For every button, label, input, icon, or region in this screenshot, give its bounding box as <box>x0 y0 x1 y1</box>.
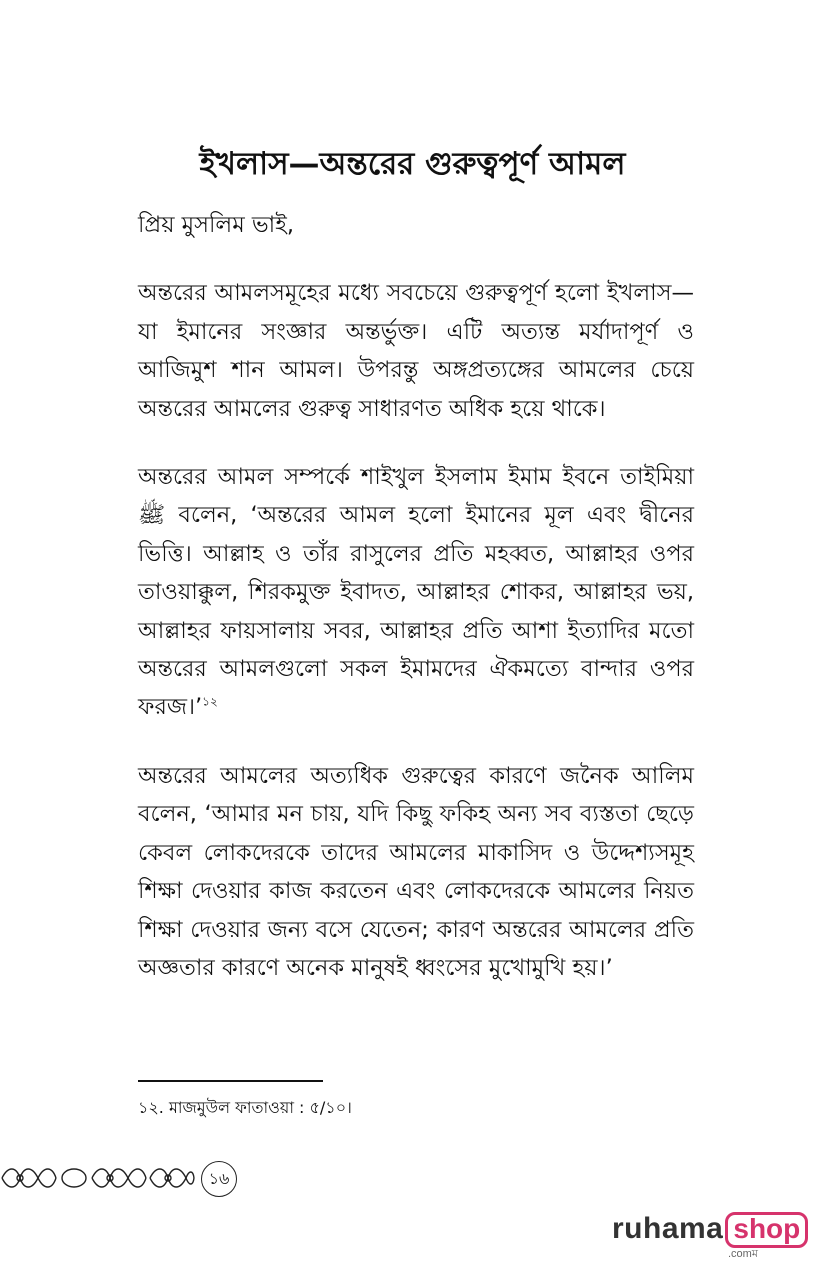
footnote-divider <box>138 1080 323 1082</box>
page-number: ১৬ <box>201 1161 237 1197</box>
paragraph-1: অন্তরের আমলসমূহের মধ্যে সবচেয়ে গুরুত্বপূর্ণ হলো ইখলাস—যা ইমানের সংজ্ঞার অন্তর্ভুক্ত। এটি অত্যন্ত মর্যাদাপূর্ণ ও আজিমুশ শান আমল। উপরন্তু অঙ্গপ্রত্যঙ্গের আমলের চেয়ে অন্তরের আমলের গুরুত্ব সাধারণত অধিক হয়ে থাকে। <box>138 280 694 422</box>
footnote-marker[interactable]: ১২ <box>202 694 218 709</box>
paragraph-3: অন্তরের আমলের অত্যধিক গুরুত্বের কারণে জনৈক আলিম বলেন, ‘আমার মন চায়, যদি কিছু ফকিহ অন্য সব ব্যস্ততা ছেড়ে কেবল লোকদেরকে তাদের আমলের মাকাসিদ ও উদ্দেশ্যসমূহ শিক্ষা দেওয়ার কাজ করতেন এবং লোকদেরকে আমলের নিয়ত শিক্ষা দেওয়ার জন্য বসে যেতেন; কারণ অন্তরের আমলের প্রতি অজ্ঞতার কারণে অনেক মানুষই ধ্বংসের মুখোমুখি হয়।’ <box>138 762 694 981</box>
paragraph-2 <box>138 458 694 727</box>
salutation: প্রিয় মুসলিম ভাই, <box>138 212 294 238</box>
logo-suffix: .comম <box>728 1248 758 1260</box>
body-text <box>138 206 694 1017</box>
logo-shop-badge: shop <box>725 1212 808 1248</box>
logo-word: ruhama <box>612 1212 724 1245</box>
chapter-title: ইখলাস—অন্তরের গুরুত্বপূর্ণ আমল <box>199 146 626 182</box>
ruhamashop-logo <box>612 1212 808 1260</box>
ornament-border-icon <box>0 1160 195 1196</box>
footnote: ১২. মাজমুউল ফাতাওয়া : ৫/১০। <box>138 1098 352 1117</box>
paragraph-2-text: অন্তরের আমল সম্পর্কে শাইখুল ইসলাম ইমাম ইবনে তাইমিয়া ﷺ বলেন, ‘অন্তরের আমল হলো ইমানের মূল এবং দ্বীনের ভিত্তি। আল্লাহ ও তাঁর রাসুলের প্রতি মহব্বত, আল্লাহর ওপর তাওয়াক্কুল, শিরকমুক্ত ইবাদত, আল্লাহর শোকর, আল্লাহর ভয়, আল্লাহর ফায়সালায় সবর, আল্লাহর প্রতি আশা ইত্যাদির মতো অন্তরের আমলগুলো সকল ইমামদের ঐকমত্যে বান্দার ওপর ফরজ।’ <box>138 464 694 721</box>
